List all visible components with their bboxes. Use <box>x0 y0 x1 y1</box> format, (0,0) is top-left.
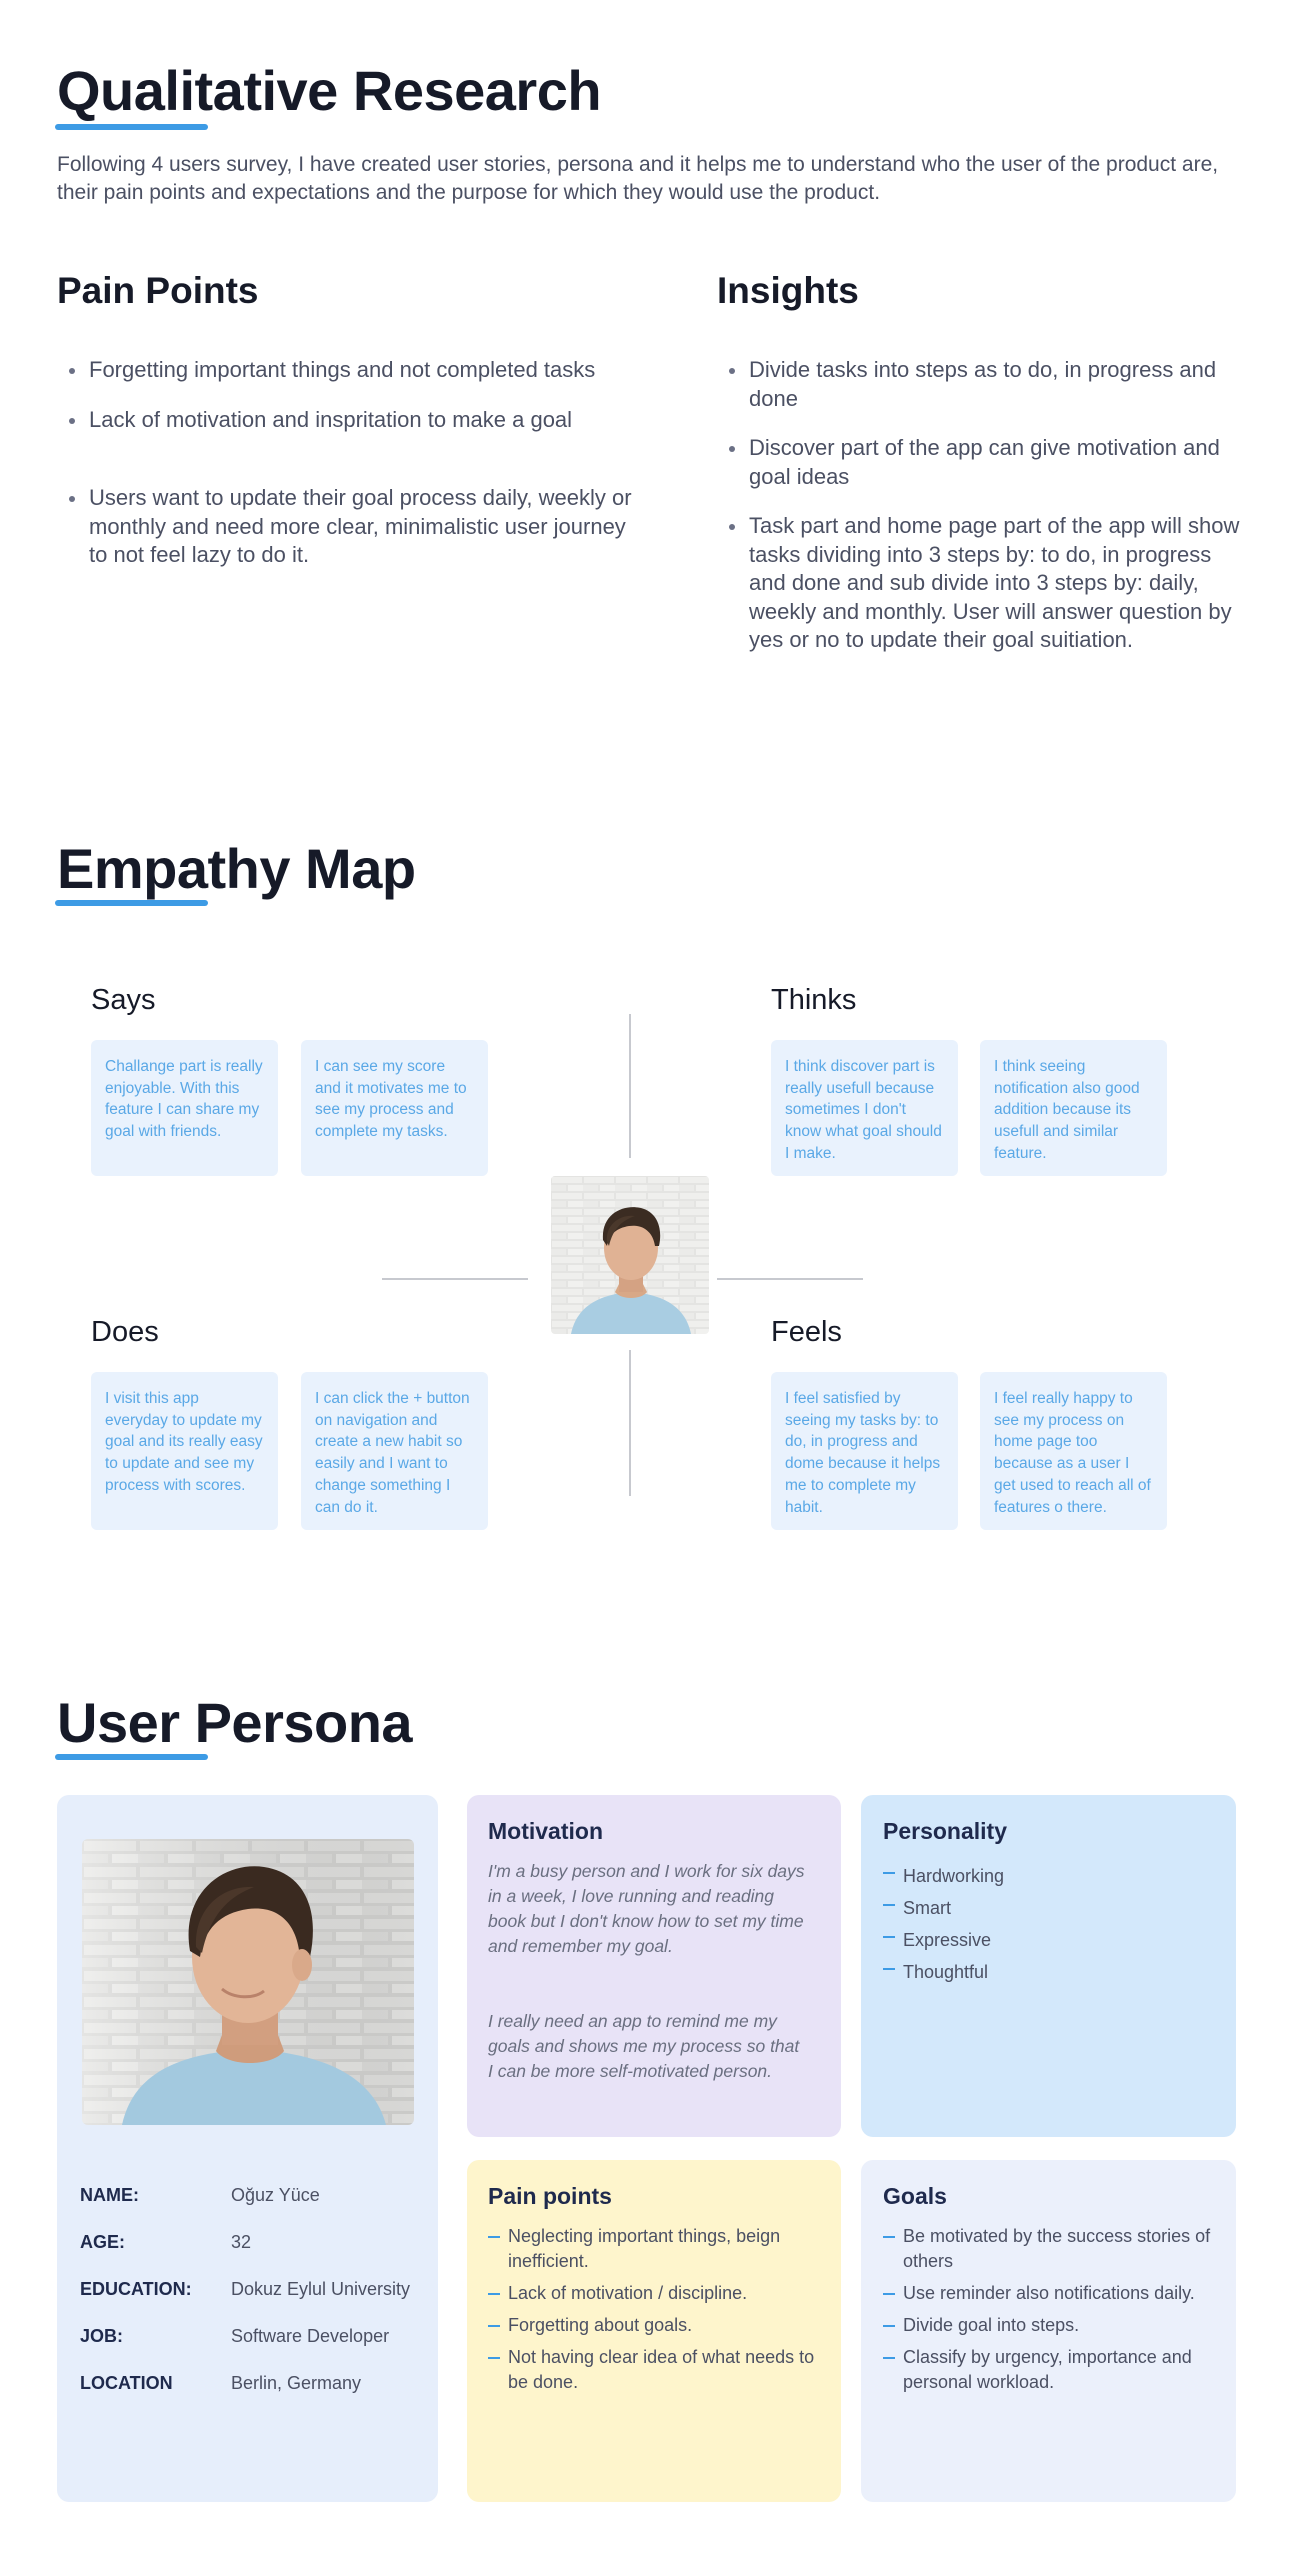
divider-line <box>717 1278 863 1280</box>
info-label: NAME: <box>80 2185 139 2205</box>
info-label: EDUCATION: <box>80 2279 192 2299</box>
list-item: Smart <box>883 1892 1213 1924</box>
user-persona-title: User Persona <box>57 1691 413 1754</box>
divider-line <box>382 1278 528 1280</box>
list-item: Divide goal into steps. <box>883 2313 1213 2338</box>
list-item: Users want to update their goal process daily, weekly or monthly and need more clear, minimalistic user journey to not feel lazy to do it. <box>57 484 647 570</box>
does-label: Does <box>91 1316 159 1348</box>
divider-line <box>629 1014 631 1158</box>
title-underline <box>55 1754 208 1760</box>
personality-title: Personality <box>883 1818 1007 1844</box>
sticky-note: I think seeing notification also good addition because its usefull and similar feature. <box>980 1040 1167 1176</box>
portrait-illustration <box>82 1839 414 2125</box>
thinks-label: Thinks <box>771 984 857 1016</box>
motivation-title: Motivation <box>488 1818 603 1844</box>
personality-list <box>883 1860 1213 1988</box>
list-item: Be motivated by the success stories of others <box>883 2224 1213 2274</box>
list-item: Divide tasks into steps as to do, in progress and done <box>717 356 1242 413</box>
goals-title: Goals <box>883 2183 947 2209</box>
sticky-note: I visit this app everyday to update my goal and its really easy to update and see my process with scores. <box>91 1372 278 1530</box>
sticky-note: I feel satisfied by seeing my tasks by: to do, in progress and dome because it helps me to complete my habit. <box>771 1372 958 1530</box>
list-item: Lack of motivation and inspritation to make a goal <box>57 406 647 435</box>
info-value: Oğuz Yüce <box>231 2185 320 2205</box>
list-item: Lack of motivation / discipline. <box>488 2281 818 2306</box>
sticky-note: I can click the + button on navigation and create a new habit so easily and I want to change something I can do it. <box>301 1372 488 1530</box>
persona-avatar <box>551 1176 709 1334</box>
list-item: Neglecting important things, beign inefficient. <box>488 2224 818 2274</box>
pain-points-card-title: Pain points <box>488 2183 612 2209</box>
list-item: Forgetting about goals. <box>488 2313 818 2338</box>
info-value: Dokuz Eylul University <box>231 2279 411 2299</box>
info-label: JOB: <box>80 2326 124 2346</box>
intro-paragraph: Following 4 users survey, I have created user stories, persona and it helps me to understand who the user of the product are, their pain points and expectations and the purpose for which they would use the product. <box>57 153 1219 204</box>
info-value: Software Developer <box>231 2326 390 2346</box>
insights-title: Insights <box>717 270 859 311</box>
sticky-note: Challange part is really enjoyable. With this feature I can share my goal with friends. <box>91 1040 278 1176</box>
title-underline <box>55 900 208 906</box>
list-item: Task part and home page part of the app will show tasks dividing into 3 steps by: to do, in progress and done and sub divide into 3 steps by: daily, weekly and monthly. User will answer question by yes or no to update their goal suitiation. <box>717 512 1242 655</box>
pain-points-card-list <box>488 2224 818 2395</box>
list-item: Not having clear idea of what needs to be done. <box>488 2345 818 2395</box>
info-value: 32 <box>231 2232 252 2252</box>
sticky-note: I feel really happy to see my process on home page too because as a user I get used to reach all of features o there. <box>980 1372 1167 1530</box>
persona-photo <box>82 1839 414 2125</box>
info-label: LOCATION <box>80 2373 173 2393</box>
portrait-illustration <box>551 1176 709 1334</box>
motivation-quote: I really need an app to remind me my goals and shows me my process so that I can be more self-motivated person. <box>488 2011 800 2081</box>
list-item: Thoughtful <box>883 1956 1213 1988</box>
title-underline <box>55 124 208 130</box>
says-label: Says <box>91 984 156 1016</box>
divider-line <box>629 1350 631 1496</box>
sticky-note: I think discover part is really usefull because sometimes I don't know what goal should I make. <box>771 1040 958 1176</box>
info-label: AGE: <box>80 2232 125 2252</box>
pain-points-list <box>57 356 647 570</box>
list-item: Hardworking <box>883 1860 1213 1892</box>
info-value: Berlin, Germany <box>231 2373 362 2393</box>
goals-list <box>883 2224 1213 2395</box>
motivation-card <box>467 1795 841 2137</box>
list-item: Forgetting important things and not completed tasks <box>57 356 647 385</box>
sticky-note: I can see my score and it motivates me to see my process and complete my tasks. <box>301 1040 488 1176</box>
qualitative-research-title: Qualitative Research <box>57 59 602 122</box>
empathy-map-title: Empathy Map <box>57 837 416 900</box>
list-item: Discover part of the app can give motivation and goal ideas <box>717 434 1242 491</box>
list-item: Expressive <box>883 1924 1213 1956</box>
insights-list <box>717 356 1242 655</box>
list-item: Classify by urgency, importance and personal workload. <box>883 2345 1213 2395</box>
motivation-quote: I'm a busy person and I work for six days in a week, I love running and reading book but I don't know how to set my time and remember my goal. <box>488 1861 805 1956</box>
list-item: Use reminder also notifications daily. <box>883 2281 1213 2306</box>
pain-points-title: Pain Points <box>57 270 259 311</box>
feels-label: Feels <box>771 1316 842 1348</box>
